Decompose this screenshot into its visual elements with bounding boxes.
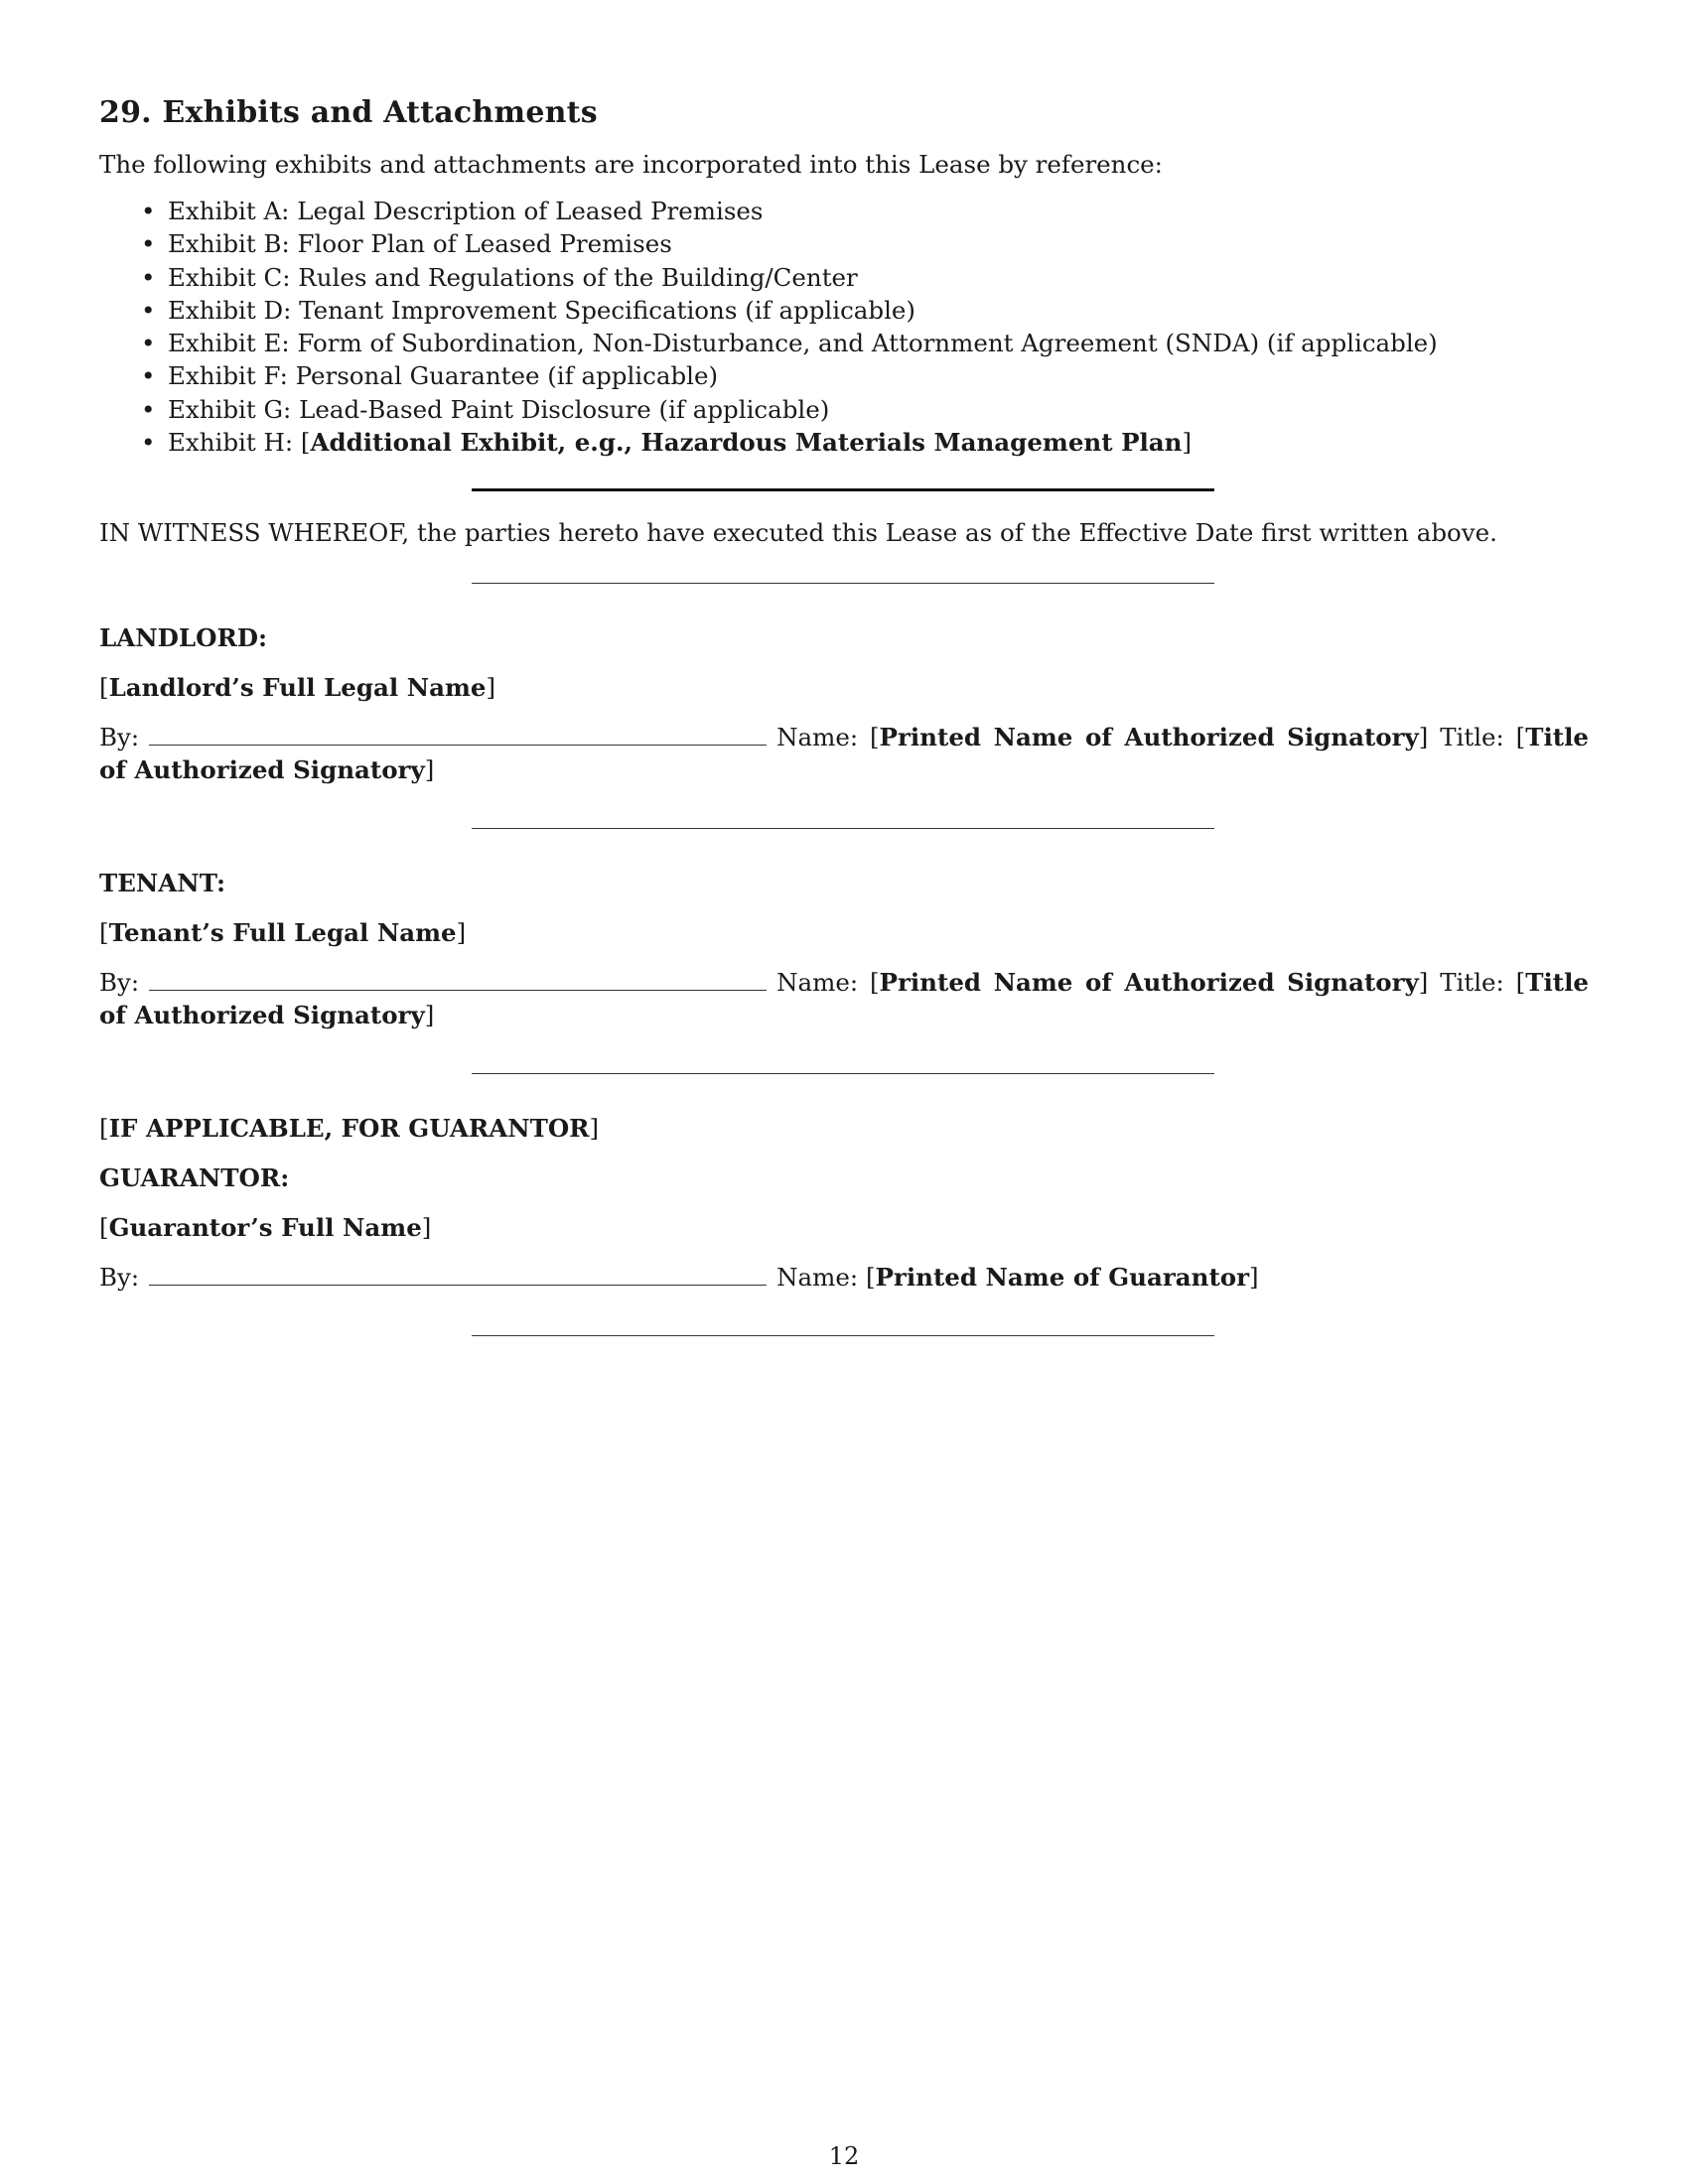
horizontal-rule — [472, 583, 1214, 584]
guarantor-signature-field[interactable] — [149, 1263, 767, 1286]
landlord-signature-line: By: Name: [Printed Name of Authorized Signatory] Title: [Title of Authorized Signatory] — [99, 723, 1589, 785]
list-item: • Exhibit B: Floor Plan of Leased Premises — [141, 227, 1589, 260]
guarantor-signature-line: By: Name: [Printed Name of Guarantor] — [99, 1263, 1259, 1293]
bullet-icon: • — [141, 262, 156, 292]
page-number: 12 — [828, 2142, 860, 2170]
tenant-signature-field[interactable] — [149, 968, 767, 991]
guarantor-label: GUARANTOR: — [99, 1163, 290, 1193]
horizontal-rule — [472, 828, 1214, 829]
bullet-icon: • — [141, 394, 156, 424]
guarantor-note: [IF APPLICABLE, FOR GUARANTOR] — [99, 1114, 600, 1144]
bullet-icon: • — [141, 197, 156, 225]
list-item: • Exhibit C: Rules and Regulations of the Building/Center — [141, 261, 1589, 294]
landlord-signature-field[interactable] — [149, 723, 767, 746]
horizontal-rule — [472, 488, 1214, 491]
section-heading: 29. Exhibits and Attachments — [99, 95, 598, 130]
bullet-icon: • — [141, 361, 156, 391]
tenant-label: TENANT: — [99, 869, 226, 898]
exhibit-list — [141, 195, 1589, 459]
bullet-icon: • — [141, 295, 156, 325]
section-intro: The following exhibits and attachments are incorporated into this Lease by reference: — [99, 150, 1163, 179]
list-item: • Exhibit H: [Additional Exhibit, e.g., Hazardous Materials Management Plan] — [141, 426, 1589, 459]
list-item: • Exhibit E: Form of Subordination, Non-Disturbance, and Attornment Agreement (SNDA) (if applicable) — [141, 327, 1589, 359]
tenant-signature-line: By: Name: [Printed Name of Authorized Signatory] Title: [Title of Authorized Signatory] — [99, 968, 1589, 1030]
landlord-entity: [Landlord’s Full Legal Name] — [99, 673, 496, 703]
list-item: • Exhibit D: Tenant Improvement Specifications (if applicable) — [141, 294, 1589, 327]
bullet-icon: • — [141, 428, 156, 458]
landlord-label: LANDLORD: — [99, 623, 268, 653]
tenant-entity: [Tenant’s Full Legal Name] — [99, 918, 467, 948]
list-item: • Exhibit F: Personal Guarantee (if applicable) — [141, 359, 1589, 392]
horizontal-rule — [472, 1335, 1214, 1336]
witness-clause: IN WITNESS WHEREOF, the parties hereto have executed this Lease as of the Effective Date first written above. — [99, 518, 1497, 548]
document-page — [99, 95, 1589, 1336]
guarantor-entity: [Guarantor’s Full Name] — [99, 1213, 432, 1243]
list-item: • Exhibit A: Legal Description of Leased Premises — [141, 195, 1589, 227]
bullet-icon: • — [141, 229, 156, 259]
bullet-icon: • — [141, 329, 156, 358]
horizontal-rule — [472, 1073, 1214, 1074]
list-item: • Exhibit G: Lead-Based Paint Disclosure (if applicable) — [141, 393, 1589, 426]
